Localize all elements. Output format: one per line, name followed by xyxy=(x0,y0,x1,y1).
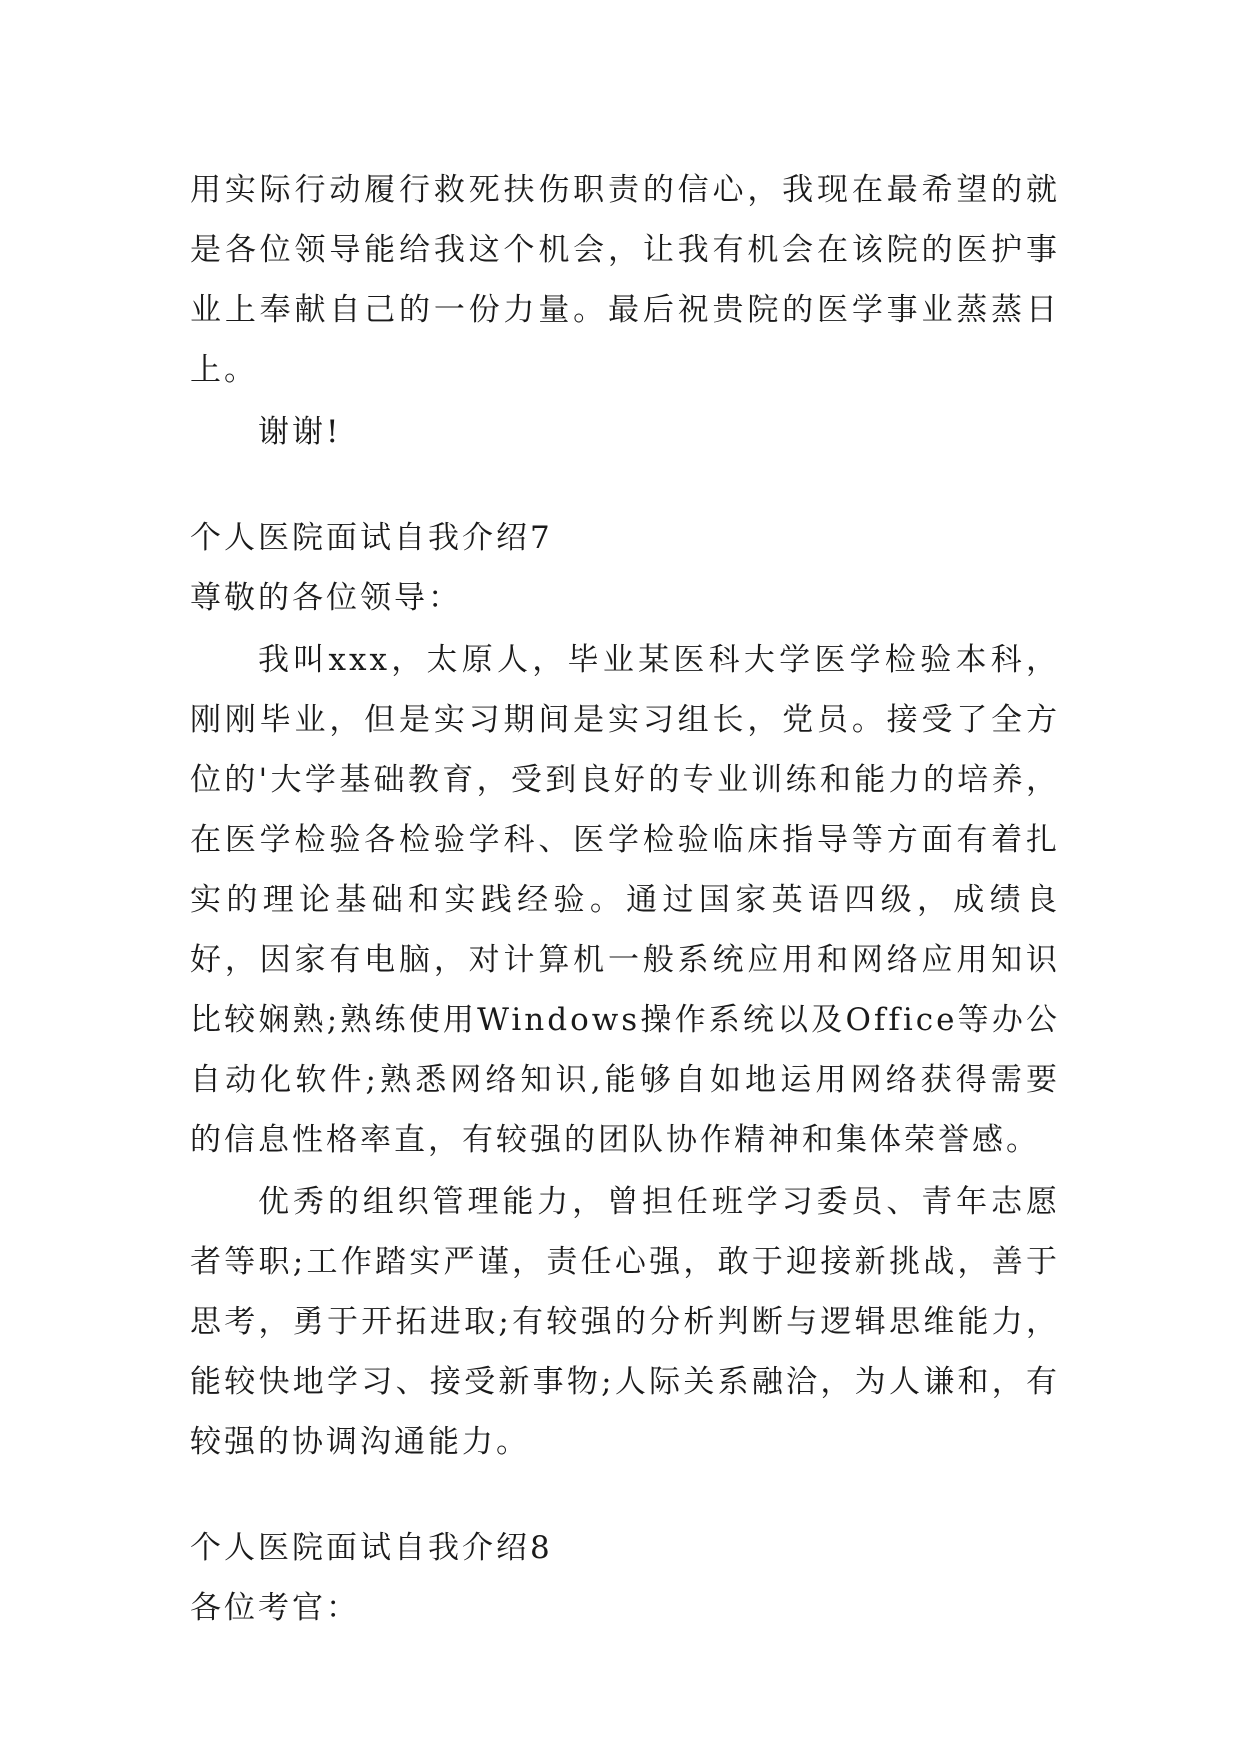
salutation-8: 各位考官： xyxy=(190,1590,360,1626)
salutation-7: 尊敬的各位领导： xyxy=(190,580,462,616)
paragraph-closing-text: 用实际行动履行救死扶伤职责的信心，我现在最希望的就是各位领导能给我这个机会，让我有机会在该院的医护事业上奉献自己的一份力量。最后祝贵院的医学事业蒸蒸日上。 xyxy=(190,172,1060,388)
paragraph-thanks: 谢谢! xyxy=(258,414,342,450)
section-heading-7: 个人医院面试自我介绍7 xyxy=(190,520,553,556)
paragraph-intro-7: 我叫xxx，太原人，毕业某医科大学医学检验本科，刚刚毕业，但是实习期间是实习组长，党员。接受了全方位的'大学基础教育，受到良好的专业训练和能力的培养，在医学检验各检验学科、医学检验临床指导等方面有着扎实的理论基础和实践经验。通过国家英语四级，成绩良好，因家有电脑，对计算机一般系统应用和网络应用知识比较娴熟;熟练使用Windows操作系统以及Office等办公自动化软件;熟悉网络知识,能够自如地运用网络获得需要的信息性格率直，有较强的团队协作精神和集体荣誉感。 xyxy=(190,642,1060,1158)
paragraph-abilities-7: 优秀的组织管理能力，曾担任班学习委员、青年志愿者等职;工作踏实严谨，责任心强，敢于迎接新挑战，善于思考，勇于开拓进取;有较强的分析判断与逻辑思维能力，能较快地学习、接受新事物;人际关系融洽，为人谦和，有较强的协调沟通能力。 xyxy=(190,1184,1060,1460)
document-body xyxy=(190,160,1060,1638)
section-heading-8: 个人医院面试自我介绍8 xyxy=(190,1530,553,1566)
